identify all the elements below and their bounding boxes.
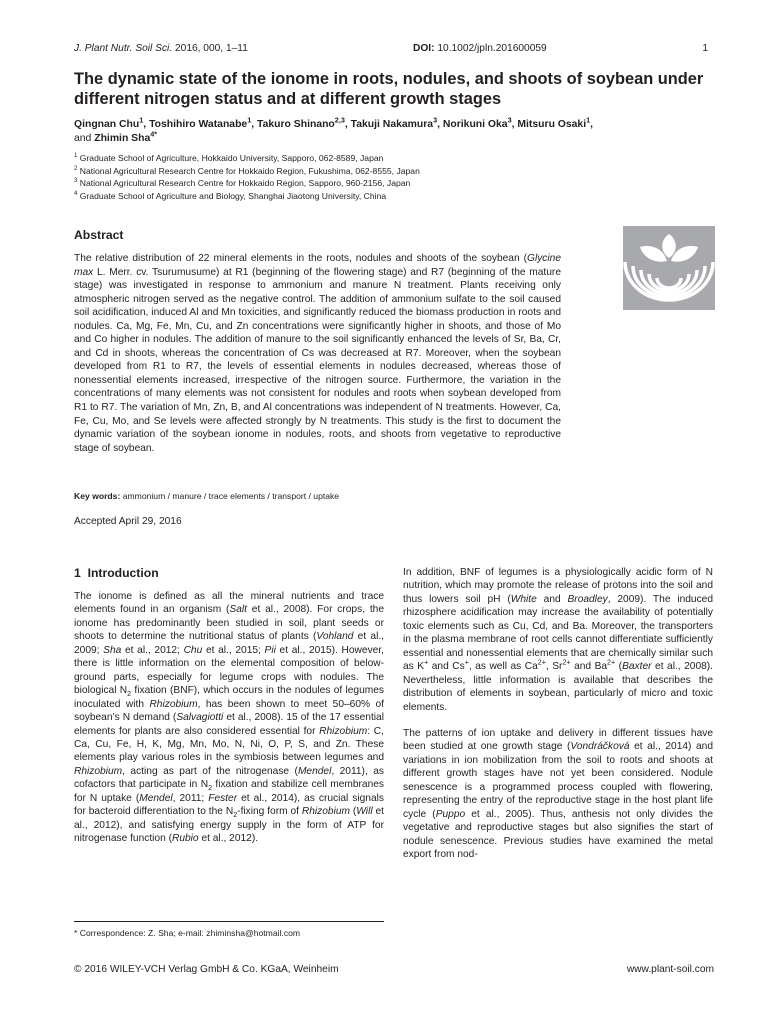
doi[interactable]: DOI: 10.1002/jpln.201600059 — [413, 43, 547, 54]
correspondence-footnote: * Correspondence: Z. Sha; e-mail: zhiminsha@hotmail.com — [74, 928, 301, 938]
abstract-heading: Abstract — [74, 228, 124, 242]
journal-citation: J. Plant Nutr. Soil Sci. 2016, 000, 1–11 — [74, 43, 248, 54]
author: Toshihiro Watanabe$^1$ — [149, 115, 252, 130]
affiliation: $^2$ National Agricultural Research Centre for Hokkaido Region, Fukushima, 062-8555, Japan — [74, 165, 420, 176]
paper-title: The dynamic state of the ionome in roots, nodules, and shoots of soybean under different nitrogen status and at different growth stages — [74, 70, 704, 108]
intro-left-column — [74, 590, 384, 846]
keywords: Key words: ammonium / manure / trace elements / transport / uptake — [74, 491, 340, 501]
sprout-logo-icon — [623, 226, 715, 310]
author: Takuro Shinano$^{2,3}$ — [257, 115, 345, 130]
paragraph: The patterns of ion uptake and delivery in different tissues have been studied at one growth stage (Vondráčková et al., 2014) and variations in ion mobilization from the soil to roots and shoots at different growth stages have not yet been considered. Nodule senescence is a programmed process coupled with flowering, representing the entry of the reproductive stage in the host plant life cycle (Puppo et al., 2005). Thus, anthesis not only divides the vegetative and reproductive stages but also signifies the start of nodule senescence. Previous studies have examined the metal export from nod- — [403, 727, 713, 861]
author: Zhimin Sha$^{4*}$ — [94, 129, 158, 144]
affiliation: $^1$ Graduate School of Agriculture, Hokkaido University, Sapporo, 062-8589, Japan — [74, 153, 384, 163]
abstract-text: The relative distribution of 22 mineral elements in the roots, nodules and shoots of the soybean (Glycine max L. Merr. cv. Tsurumusume) at R1 (beginning of the flowering stage) and R7 (beginning of the mature stage) was investigated in response to ammonium and manure N treatment. Plants receiving only atmospheric nitrogen served as the negative control. The addition of ammonium sulfate to the soil caused soil acidification, induced Al and Mn toxicities, and significantly reduced the biomass production in roots and nodules. Ca, Mg, Fe, Mn, Cu, and Zn concentrations were significantly higher in shoots, and those of Mo and Co higher in nodules. The addition of manure to the soil significantly enhanced the levels of Sr, Ba, Cr, and Cd in shoots, whereas the concentration of Cs was decreased at R7. Moreover, when the soybean developed from R1 to R7, the levels of essential elements in nodules decreased, whereas those of nonessential elements increased, irrespective of the nitrogen source. Furthermore, the variation in the concentrations of many elements was not consistent for nodules and roots when soybean developed from R1 to R7. The variation of Mn, Zn, B, and Al concentrations was independent of N treatments. However, Ca, Fe, Cu, Mo, and Se levels were affected strongly by N treatments. This study is the first to document the dynamic variation of the soybean ionome in nodules, roots, and shoots from vegetative to reproductive stage of soybean. — [74, 253, 561, 454]
accepted-date: Accepted April 29, 2016 — [74, 516, 182, 527]
page-number: 1 — [702, 43, 708, 54]
copyright: © 2016 WILEY-VCH Verlag GmbH & Co. KGaA, Weinheim — [74, 964, 339, 975]
author-list: Qingnan Chu$^1$, Toshihiro Watanabe$^1$, Takuro Shinano$^{2,3}$, Takuji Nakamura$^3$, Norikuni Oka$^3$, Mitsuru Osaki$^1$, and Zhimin Sha$^{4*}$ — [74, 115, 594, 144]
author: Norikuni Oka$^3$ — [442, 115, 512, 130]
paragraph: The ionome is defined as all the mineral nutrients and trace elements found in an organism (Salt et al., 2008). For crops, the ionome has predominantly been studied in soil, plant seeds or shoots to determine the nutritional status of plants (Vohland et al., 2009; Sha et al., 2012; Chu et al., 2015; Pii et al., 2015). However, there is little information on the elemental composition of below-ground parts, especially for legume crops with nodules. The biological $N_2$ fixation (BNF), which occurs in the nodules of legumes inoculated with Rhizobium, has been shown to meet 50–60% of soybean’s N demand (Salvagiotti et al., 2008). 15 of the 17 essential elements for plants are also considered essential for Rhizobium: C, Ca, Cu, Fe, H, K, Mg, Mn, Mo, N, Ni, O, P, S, and Zn. These elements play various roles in the symbiosis between legumes and Rhizobium, acting as part of the nitrogenase (Mendel, 2011), as cofactors that participate in $N_2$ fixation and stabilize cell membranes for N uptake (Mendel, 2011; Fester et al., 2014), as crucial signals for bacteroid differentiation to the $N_2$-fixing form of Rhizobium (Will et al., 2012), and satisfying energy supply in the form of ATP for nitrogenase function (Rubio et al., 2012). — [74, 591, 385, 845]
website-link[interactable]: www.plant-soil.com — [626, 964, 714, 975]
affiliation: $^3$ National Agricultural Research Centre for Hokkaido Region, Sapporo, 960-2156, Japan — [74, 178, 411, 188]
affiliations — [74, 152, 714, 202]
section-heading: 1 Introduction — [74, 566, 159, 580]
footnote-rule — [74, 921, 384, 922]
author: Mitsuru Osaki$^1$ — [517, 115, 591, 130]
affiliation: $^4$ Graduate School of Agriculture and Biology, Shanghai Jiaotong University, China — [74, 190, 387, 201]
paragraph: In addition, BNF of legumes is a physiologically acidic form of N nutrition, which may promote the release of protons into the soil and thus lowers soil pH (White and Broadley, 2009). The induced rhizosphere acidification may increase the availability of potentially toxic elements such as Cu, Cd, and Ba. Moreover, the transporters in the plasma membrane of root cells cannot differentiate sufficiently essential and nonessential elements that are chemically similar such as K+ and Cs+, as well as $Ca^{2+}$, $Sr^{2+}$ and $Ba^{2+}$ (Baxter et al., 2008). Nevertheless, little information is available that describes the distribution of elements in soybean, particularly of micro and toxic elements. — [403, 567, 714, 713]
author: Qingnan Chu$^1$ — [74, 115, 144, 130]
intro-right-column — [403, 566, 713, 862]
author: Takuji Nakamura$^3$ — [350, 115, 438, 130]
